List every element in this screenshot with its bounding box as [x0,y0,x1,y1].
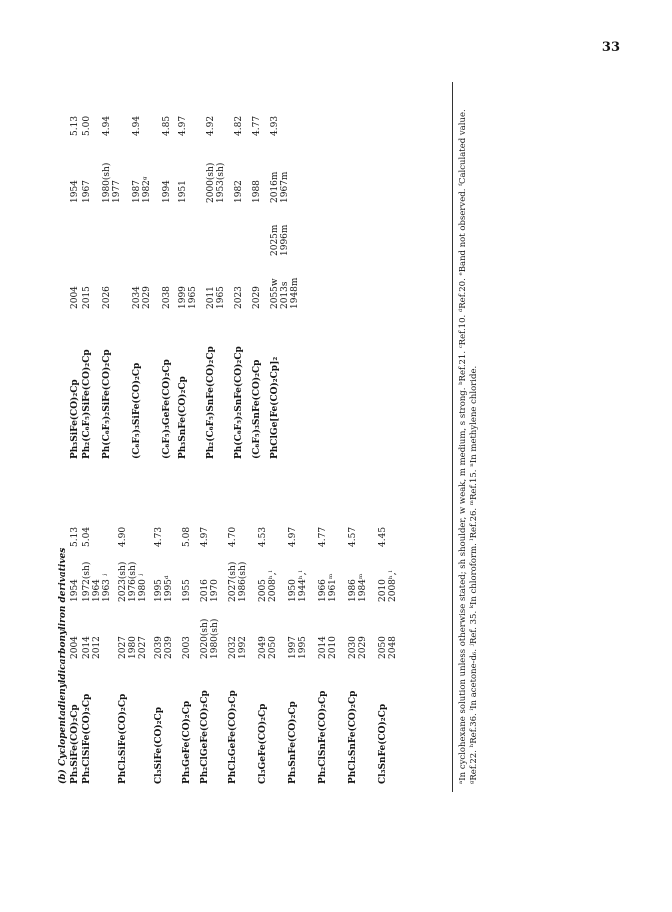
force-constant: 5.08 [182,526,192,547]
frequency-a1-line: 2027 [138,636,148,659]
frequency-a1 [348,636,368,659]
force-constant: 4.77 [318,526,328,547]
frequency-b1-line: 2016 [200,579,210,602]
frequency-col3-line: 1977 [112,180,122,203]
frequency-a1 [182,636,192,659]
frequency-col3-line: 1953(sh) [216,162,226,203]
compound-name: Ph₂ClGeFe(CO)₂Cp [200,690,210,784]
frequency-col3-line: 1954 [70,180,80,203]
frequency-col1 [206,286,226,309]
page-number: 33 [601,40,620,55]
compound-name: Ph(C₆F₅)₂SiFe(CO)₂Cp [102,349,112,459]
frequency-a1 [200,619,220,659]
frequency-col3-line: 1980(sh) [102,162,112,203]
force-constant: 4.94 [132,115,142,136]
frequency-col3 [178,180,188,203]
frequency-col1 [82,286,92,309]
frequency-col3 [70,180,80,203]
compound-name: (C₆F₅)₃GeFe(CO)₂Cp [162,359,172,459]
force-constant: 4.73 [154,526,164,547]
frequency-col1 [270,278,300,309]
frequency-col1 [132,286,152,309]
frequency-col2-line: 1996m [280,224,290,256]
frequency-b1-line: 1986(sh) [238,561,248,602]
frequency-a1-line: 1992 [238,636,248,659]
frequency-col3-line: 2000(sh) [206,162,216,203]
force-constant: 4.97 [288,526,298,547]
frequency-b1 [82,562,112,602]
compound-name: Ph₃SnFe(CO)₂Cp [288,701,298,784]
frequency-a1-line: 2020(sh) [200,618,210,659]
compound-name: Cl₃SiFe(CO)₂Cp [154,707,164,784]
frequency-a1 [118,636,148,659]
frequency-b1-line: 1995 [154,579,164,602]
frequency-col1-line: 1999 [178,286,188,309]
compound-name: PhCl₂SnFe(CO)₂Cp [348,690,358,784]
frequency-col2-line: 2025m [270,224,280,256]
rotated-table [58,62,508,792]
frequency-col1-line: 2055w [270,278,280,309]
compound-name: Ph₂(C₆F₅)SnFe(CO)₂Cp [206,346,216,459]
frequency-b1 [200,579,220,602]
frequency-col1 [102,286,112,309]
footnote-line: ᵃIn cyclohexane solution unless otherwise stated; sh shoulder, w weak, m medium, s strong. ᵇRef.21. ᶜRef.10. ᵈRef.20. ᵉBand not observed. ᶠCalculated value. [458,109,468,784]
frequency-b1 [348,574,368,602]
frequency-a1-line: 1980 [128,636,138,659]
frequency-a1-line: 1997 [288,636,298,659]
compound-name: Ph₃SnFe(CO)₂Cp [178,376,188,459]
force-constant: 5.13 [70,115,80,136]
frequency-b1-line: 1961ᵐ [328,573,338,602]
force-constant: 4.45 [378,526,388,547]
force-constant: 4.57 [348,526,358,547]
frequency-a1-line: 2004 [70,636,80,659]
force-constant: 4.93 [270,115,280,136]
frequency-col3 [270,172,290,203]
frequency-a1-line: 2048 [388,636,398,659]
compound-name: PhCl₂GeFe(CO)₂Cp [228,690,238,784]
compound-name: (C₆F₅)₃SnFe(CO)₂Cp [252,359,262,459]
frequency-col1 [178,286,198,309]
frequency-a1 [378,636,398,659]
frequency-b1 [318,574,338,602]
frequency-b1 [70,579,80,602]
frequency-b1-line: 1944ʰ,ˡ [298,570,308,602]
force-constant: 4.82 [234,115,244,136]
frequency-col3 [132,176,152,203]
force-constant: 5.13 [70,526,80,547]
frequency-a1 [82,636,102,659]
frequency-a1 [318,636,338,659]
compound-name: Ph₂ClSiFe(CO)₂Cp [82,693,92,784]
frequency-col1-line: 2013s [280,281,290,309]
frequency-b1 [118,562,148,602]
frequency-col3 [162,180,172,203]
frequency-col3-line: 1982 [234,180,244,203]
frequency-b1-line: 1966 [318,579,328,602]
frequency-col3-line: 1967m [280,171,290,203]
frequency-col1-line: 1965 [188,286,198,309]
frequency-a1-line: 2027 [118,636,128,659]
frequency-a1-line: 2014 [318,636,328,659]
frequency-col3 [252,180,262,203]
frequency-b1-line: 1986 [348,579,358,602]
frequency-col1-line: 2011 [206,286,216,309]
frequency-col1-line: 1948m [290,277,300,309]
compound-name: PhCl₂SiFe(CO)₂Cp [118,693,128,784]
frequency-col3-line: 2016m [270,171,280,203]
frequency-col3 [206,163,226,203]
compound-name: Ph₃SiFe(CO)₂Cp [70,379,80,459]
frequency-b1-line: 2027(sh) [228,561,238,602]
force-constant: 4.92 [206,115,216,136]
frequency-col3-line: 1994 [162,180,172,203]
frequency-b1-line: 1954 [70,579,80,602]
frequency-a1-line: 2010 [328,636,338,659]
frequency-b1-line: 1984ᵐ [358,573,368,602]
frequency-a1-line: 2032 [228,636,238,659]
force-constant: 5.04 [82,526,92,547]
compound-name: Ph(C₆F₅)₂SnFe(CO)₂Cp [234,346,244,459]
frequency-col1 [162,286,172,309]
frequency-col3-line: 1982ᵍ [142,176,152,203]
frequency-a1-line: 1995 [298,636,308,659]
frequency-a1-line: 2039 [164,636,174,659]
frequency-col1-line: 2015 [82,286,92,309]
section-title: (b) Cyclopentadienyldicarbonyliron derivatives [58,547,68,784]
frequency-a1-line: 2039 [154,636,164,659]
frequency-a1-line: 2003 [182,636,192,659]
frequency-b1 [154,575,174,602]
frequency-b1-line: 1950 [288,579,298,602]
compound-name: Ph₂(C₆F₅)SiFe(CO)₂Cp [82,349,92,459]
force-constant: 5.00 [82,115,92,136]
frequency-col1 [252,286,262,309]
frequency-a1-line: 2012 [92,636,102,659]
frequency-a1-line: 2014 [82,636,92,659]
compound-name: Ph₂ClSnFe(CO)₂Cp [318,690,328,784]
frequency-col1-line: 2004 [70,286,80,309]
frequency-b1-line: 1955 [182,579,192,602]
frequency-b1-line: 1972(sh) [82,561,92,602]
frequency-a1-line: 2050 [378,636,388,659]
force-constant: 4.70 [228,526,238,547]
frequency-b1 [288,570,308,602]
frequency-b1 [378,570,398,602]
frequency-b1 [182,579,192,602]
frequency-col3-line: 1967 [82,180,92,203]
frequency-a1 [258,636,278,659]
frequency-a1-line: 1980(sh) [210,618,220,659]
frequency-a1 [288,636,308,659]
frequency-col1-line: 2029 [252,286,262,309]
frequency-b1-line: 1980 ʲ [138,573,148,602]
frequency-col1 [234,286,244,309]
compound-name: PhClGe[Fe(CO)₂Cp]₂ [270,356,280,459]
compound-name: Cl₃SnFe(CO)₂Cp [378,703,388,784]
frequency-a1-line: 2050 [268,636,278,659]
frequency-col1 [70,286,80,309]
frequency-col1-line: 2026 [102,286,112,309]
frequency-col1-line: 2034 [132,286,142,309]
frequency-a1-line: 2049 [258,636,268,659]
frequency-a1 [154,636,174,659]
compound-name: Ph₃GeFe(CO)₂Cp [182,700,192,784]
frequency-b1 [258,570,278,602]
frequency-col1-line: 2023 [234,286,244,309]
footnote-line: ᵍRef.22. ʰRef.36. ⁱIn acetone-d₆. ʲRef. 35. ᵏIn chloroform. ˡRef.26. ᵐRef.15. ⁿIn methylene chloride. [469,365,479,784]
frequency-col3-line: 1987 [132,180,142,203]
frequency-a1-line: 2030 [348,636,358,659]
frequency-b1-line: 1995ᵈ [164,575,174,602]
frequency-b1-line: 1964 [92,579,102,602]
footnote-rule [452,82,453,792]
frequency-col1-line: 2038 [162,286,172,309]
frequency-b1-line: 2010 [378,579,388,602]
frequency-col3-line: 1951 [178,180,188,203]
compound-name: (C₆F₅)₃SiFe(CO)₂Cp [132,362,142,459]
force-constant: 4.77 [252,115,262,136]
frequency-b1-line: 1963 ʲ [102,573,112,602]
frequency-a1 [70,636,80,659]
frequency-col1-line: 2029 [142,286,152,309]
frequency-col3 [234,180,244,203]
compound-name: Ph₃SiFe(CO)₂Cp [70,704,80,784]
frequency-col2 [270,225,290,256]
frequency-col3 [102,163,122,203]
force-constant: 4.97 [178,115,188,136]
force-constant: 4.53 [258,526,268,547]
force-constant: 4.85 [162,115,172,136]
frequency-b1-line: 1976(sh) [128,561,138,602]
compound-name: Cl₃GeFe(CO)₂Cp [258,703,268,784]
frequency-b1-line: 2005 [258,579,268,602]
force-constant: 4.94 [102,115,112,136]
force-constant: 4.90 [118,526,128,547]
frequency-col3 [82,180,92,203]
frequency-b1-line: 2008ʰ,ˡ [268,570,278,602]
frequency-col3-line: 1988 [252,180,262,203]
frequency-b1-line: 1970 [210,579,220,602]
frequency-col1-line: 1965 [216,286,226,309]
frequency-b1 [228,562,248,602]
force-constant: 4.97 [200,526,210,547]
footnotes [458,84,480,784]
frequency-b1-line: 2008ʰ,ˡ [388,570,398,602]
frequency-b1-line: 2023(sh) [118,561,128,602]
frequency-a1-line: 2029 [358,636,368,659]
frequency-a1 [228,636,248,659]
